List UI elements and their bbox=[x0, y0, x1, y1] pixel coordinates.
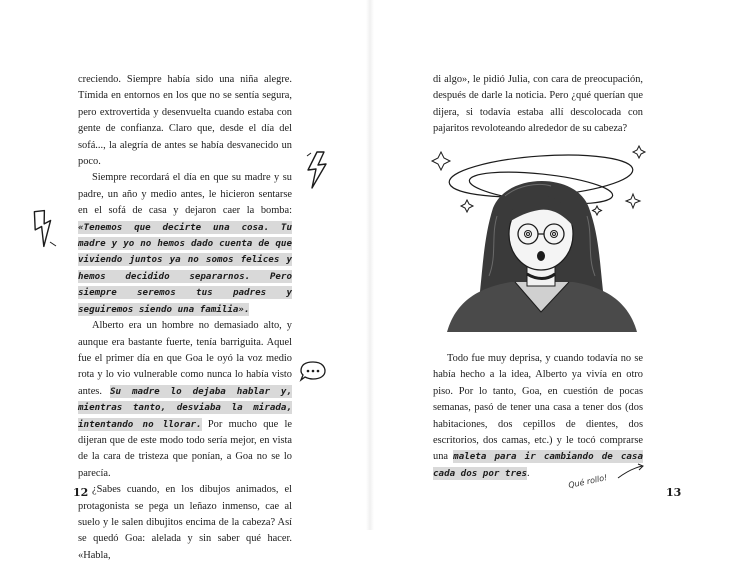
paragraph bbox=[78, 482, 292, 564]
text-segment: Por mucho que le dijeran que de este modo todo sería mejor, en vista de la cara de tristeza que ponían, a Goa no se lo parecía. bbox=[78, 418, 292, 479]
page-number: 13 bbox=[666, 486, 682, 499]
text-segment: Alberto era un hombre no demasiado alto, y aunque era bastante fuerte, tenía barriguita. Aquel fue el primer día en que Goa le oyó la voz medio rota y lo vio vulnerable como nunca lo había visto antes. bbox=[78, 320, 292, 397]
highlighted-text: maleta para ir cambiando de casa cada dos por tres bbox=[433, 451, 643, 479]
speech-bubble-icon bbox=[299, 360, 327, 382]
dizzy-girl-illustration bbox=[427, 136, 655, 332]
text-segment: Todo fue muy deprisa, y cuando todavía no se había hecho a la idea, Alberto ya vivía en otro piso. Por lo tanto, Goa, en cuestión de pocas semanas, pasó de tener una casa a tener dos (dos habitaciones, dos cepillos de dientes, dos escritorios, dos camas, etc.) y le tocó comprarse una bbox=[433, 353, 643, 463]
text-segment: Siempre recordará el día en que su madre y su padre, un año y medio antes, le hicieron sentarse en el sofá de casa y dejaron caer la bomba: bbox=[78, 172, 292, 217]
paragraph bbox=[78, 318, 292, 482]
page-number: 12 bbox=[73, 486, 89, 499]
left-page bbox=[0, 0, 370, 561]
right-page-text-bottom bbox=[433, 351, 643, 482]
annotation-arrow-icon bbox=[616, 462, 646, 482]
left-page-text bbox=[78, 72, 292, 564]
handwritten-note: Qué rollo! bbox=[567, 472, 609, 491]
lightning-bolt-icon bbox=[304, 150, 330, 190]
text-segment: ¿Sabes cuando, en los dibujos animados, el protagonista se pega un leñazo inmenso, cae al suelo y le salen dibujitos encima de la cabeza? Así se quedó Goa: alelada y sin saber qué hacer. «Habla, bbox=[78, 484, 292, 561]
right-page-text-top bbox=[433, 72, 643, 138]
paragraph bbox=[78, 170, 292, 318]
paragraph bbox=[78, 72, 292, 170]
lightning-bolt-icon bbox=[30, 208, 58, 250]
paragraph bbox=[433, 351, 643, 482]
text-segment: di algo», le pidió Julia, con cara de preocupación, después de darle la noticia. Pero ¿qué querían que dijera, si todavía estaba allí descolocada con pajaritos revoloteando alrededor de su cabeza? bbox=[433, 74, 643, 135]
highlighted-text: Su madre lo dejaba hablar y, mientras tanto, desviaba la mirada, intentando no llorar. bbox=[78, 385, 292, 430]
text-segment: . bbox=[527, 467, 530, 479]
highlighted-text: «Tenemos que decirte una cosa. Tu madre y yo no hemos dado cuenta de que viviendo juntos ya no somos felices y hemos decidido separarnos. Pero siempre seremos tus padres y seguiremos siendo una familia». bbox=[78, 221, 292, 315]
paragraph bbox=[433, 72, 643, 138]
right-page bbox=[370, 0, 740, 530]
text-segment: creciendo. Siempre había sido una niña alegre. Tímida en entornos en los que no se sentía segura, pero extrovertida y desenvuelta cuando estaba con gente de confianza. Claro que, desde el día del sofá..., la alegría de antes se había desvanecido un poco. bbox=[78, 74, 292, 168]
